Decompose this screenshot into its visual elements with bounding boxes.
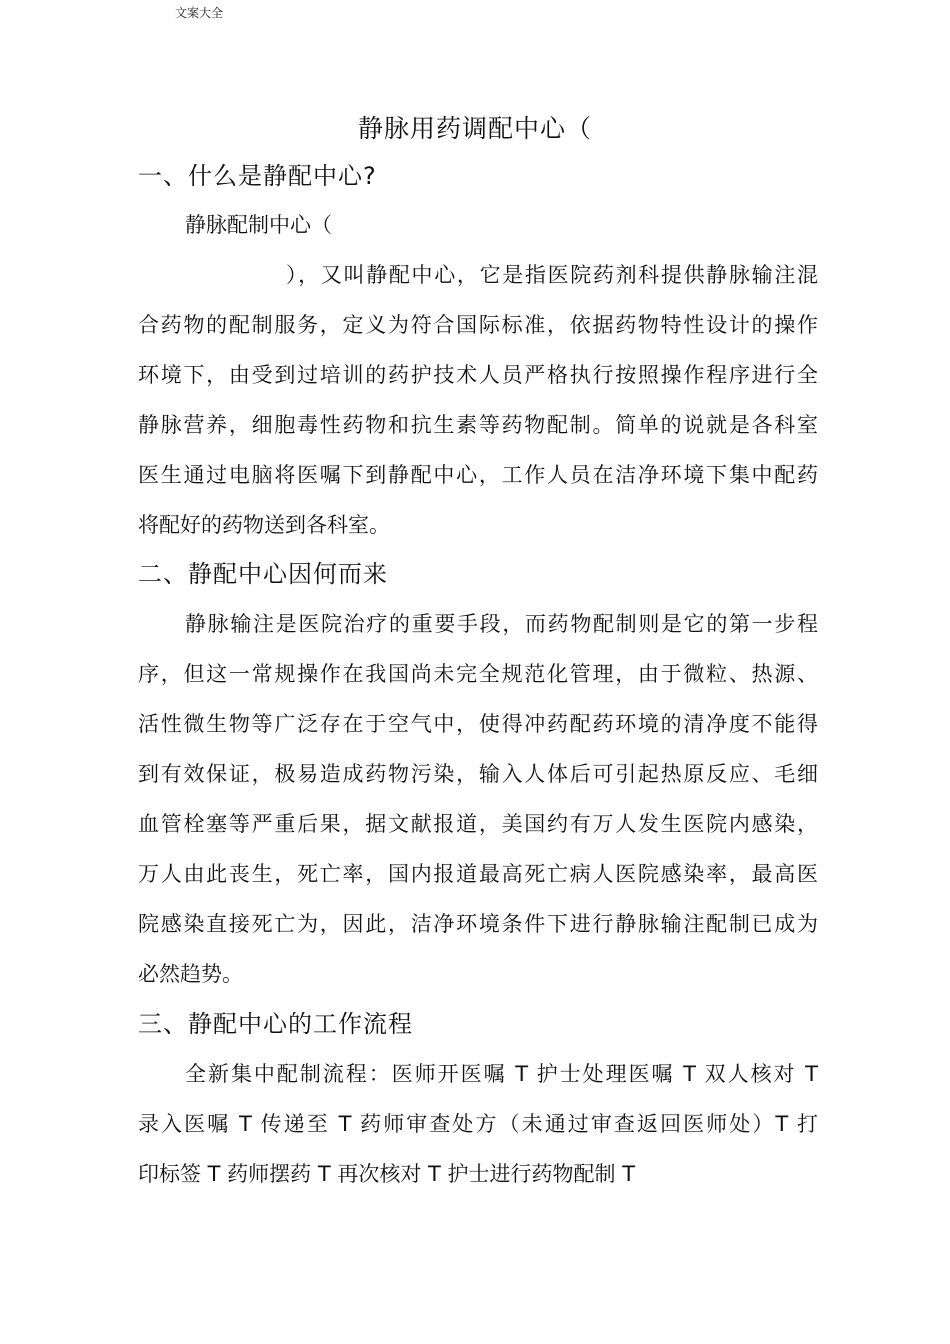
paragraph-line: 录入医嘱 T 传递至 T 药师审查处方（未通过审查返回医师处）T 打 — [138, 1112, 818, 1136]
paragraph-line: 活性微生物等广泛存在于空气中，使得冲药配药环境的清净度不能得 — [138, 712, 818, 736]
paragraph-line: 印标签 T 药师摆药 T 再次核对 T 护士进行药物配制 T — [138, 1162, 636, 1186]
paragraph-line: 环境下，由受到过培训的药护技术人员严格执行按照操作程序进行全 — [138, 363, 818, 387]
paragraph-line: 合药物的配制服务，定义为符合国际标准，依据药物特性设计的操作 — [138, 313, 818, 337]
paragraph-line: 静脉输注是医院治疗的重要手段，而药物配制则是它的第一步程 — [185, 612, 818, 636]
section-heading-2: 二、静配中心因何而来 — [138, 560, 388, 588]
section-heading-3: 三、静配中心的工作流程 — [138, 1010, 413, 1038]
paragraph-line: 到有效保证，极易造成药物污染，输入人体后可引起热原反应、毛细 — [138, 762, 818, 786]
paragraph-line: 全新集中配制流程：医师开医嘱 T 护士处理医嘱 T 双人核对 T — [185, 1062, 818, 1086]
paragraph-line: 静脉配制中心（ — [185, 213, 332, 237]
paragraph-line: 将配好的药物送到各科室。 — [138, 513, 390, 537]
paragraph-line: 院感染直接死亡为，因此，洁净环境条件下进行静脉输注配制已成为 — [138, 912, 818, 936]
paragraph-line: 必然趋势。 — [138, 962, 243, 986]
paragraph-line: 血管栓塞等严重后果，据文献报道，美国约有万人发生医院内感染， — [138, 812, 818, 836]
document-title: 静脉用药调配中心（ — [357, 114, 592, 143]
paragraph-line: 医生通过电脑将医嘱下到静配中心，工作人员在洁净环境下集中配药 — [138, 463, 818, 487]
paragraph-line: 静脉营养，细胞毒性药物和抗生素等药物配制。简单的说就是各科室 — [138, 413, 818, 437]
section-heading-1: 一、什么是静配中心? — [138, 162, 377, 190]
header-mark: 文案大全 — [175, 6, 224, 20]
paragraph-line: 万人由此丧生，死亡率，国内报道最高死亡病人医院感染率，最高医 — [138, 862, 818, 886]
paragraph-line: ），又叫静配中心，它是指医院药剂科提供静脉输注混 — [286, 263, 818, 287]
paragraph-line: 序，但这一常规操作在我国尚未完全规范化管理，由于微粒、热源、 — [138, 662, 818, 686]
